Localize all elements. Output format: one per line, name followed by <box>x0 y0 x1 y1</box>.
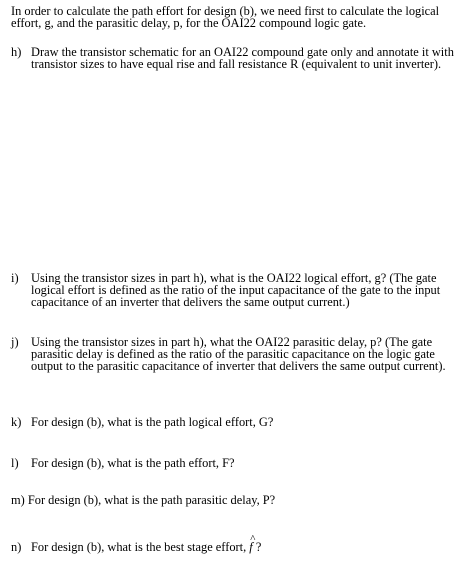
question-letter: h) <box>11 45 22 59</box>
question-l <box>11 457 467 469</box>
question-text: Draw the transistor schematic for an OAI22 compound gate only and annotate it with transistor sizes to have equal rise and fall resistance R (equivalent to unit inverter). <box>31 45 454 71</box>
question-i <box>11 272 467 308</box>
question-letter: m) <box>11 493 25 507</box>
question-suffix: ? <box>255 540 262 554</box>
question-h <box>11 46 467 70</box>
question-k <box>11 416 467 428</box>
question-j <box>11 336 467 372</box>
question-letter: j) <box>11 335 19 349</box>
question-letter: i) <box>11 271 19 285</box>
question-letter: l) <box>11 456 19 470</box>
question-text: Using the transistor sizes in part h), what the OAI22 parasitic delay, p? (The gate parasitic delay is defined as the ratio of the parasitic capacitance on the logic gate output to the parasitic capacitance of inverter that delivers the same output current). <box>31 335 446 373</box>
question-text: Using the transistor sizes in part h), what is the OAI22 logical effort, g? (The gate logical effort is defined as the ratio of the input capacitance of the gate to the input capacitance of an inverter that delivers the same output current.) <box>31 271 441 309</box>
question-n <box>11 541 467 553</box>
question-letter: k) <box>11 415 22 429</box>
question-text: For design (b), what is the best stage effort, <box>31 540 247 554</box>
f-hat-symbol: ^ f <box>249 540 252 554</box>
question-text: For design (b), what is the path effort, F? <box>31 456 235 470</box>
question-text: For design (b), what is the path logical effort, G? <box>31 415 274 429</box>
intro-paragraph: In order to calculate the path effort for design (b), we need first to calculate the logical effort, g, and the parasitic delay, p, for the OAI22 compound logic gate. <box>11 4 440 30</box>
question-m <box>11 494 467 506</box>
question-letter: n) <box>11 540 22 554</box>
question-text: For design (b), what is the path parasitic delay, P? <box>27 493 276 507</box>
